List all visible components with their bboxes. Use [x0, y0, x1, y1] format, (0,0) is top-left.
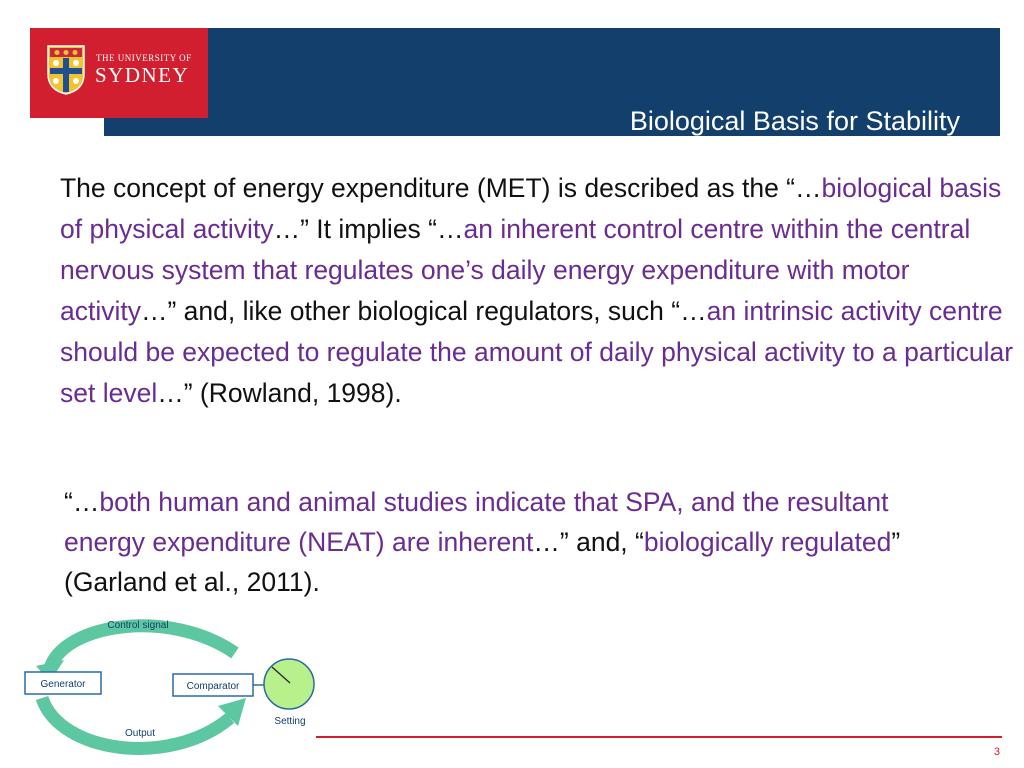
header-bar [104, 28, 1000, 136]
generator-label: Generator [40, 679, 86, 690]
page-number: 3 [993, 746, 1000, 758]
setting-dial [264, 659, 314, 709]
paragraph-rowland [60, 168, 1020, 414]
text-segment: …” and, like other biological regulators, such “… [141, 296, 707, 326]
logo-text-small: THE UNIVERSITY OF [96, 53, 192, 63]
control-signal-arrow [50, 626, 235, 668]
highlighted-quote: an inherent control centre within the central nervous system that regulates one’s daily energy expenditure with motor activity [60, 214, 971, 326]
control-loop-diagram [20, 608, 330, 768]
logo-text-large: SYDNEY [95, 63, 190, 87]
footer-divider [316, 736, 1002, 738]
text-segment: “… [64, 487, 100, 517]
output-label: Output [124, 728, 156, 739]
comparator-label: Comparator [186, 681, 240, 692]
text-segment: …” (Rowland, 1998). [157, 378, 402, 408]
text-segment: …” and, “ [533, 527, 644, 557]
output-arrow [42, 698, 230, 748]
university-logo [30, 28, 208, 118]
highlighted-quote: biologically regulated [643, 527, 892, 557]
text-segment: ” (Garland et al., 2011). [64, 527, 901, 597]
control-signal-label: Control signal [107, 620, 169, 631]
crest-icon [46, 44, 86, 96]
highlighted-quote: both human and animal studies indicate that SPA, and the resultant energy expenditure (NEAT) are inherent [64, 487, 889, 557]
setting-label: Setting [274, 716, 306, 727]
highlighted-quote: biological basis of physical activity [60, 173, 1002, 244]
slide-title: Biological Basis for Stability [629, 106, 960, 136]
text-segment: The concept of energy expenditure (MET) is described as the “… [60, 173, 822, 203]
text-segment: …” It implies “… [273, 214, 464, 244]
paragraph-garland [64, 482, 964, 602]
highlighted-quote: an intrinsic activity centre should be expected to regulate the amount of daily physical activity to a particular set level [60, 296, 1014, 408]
